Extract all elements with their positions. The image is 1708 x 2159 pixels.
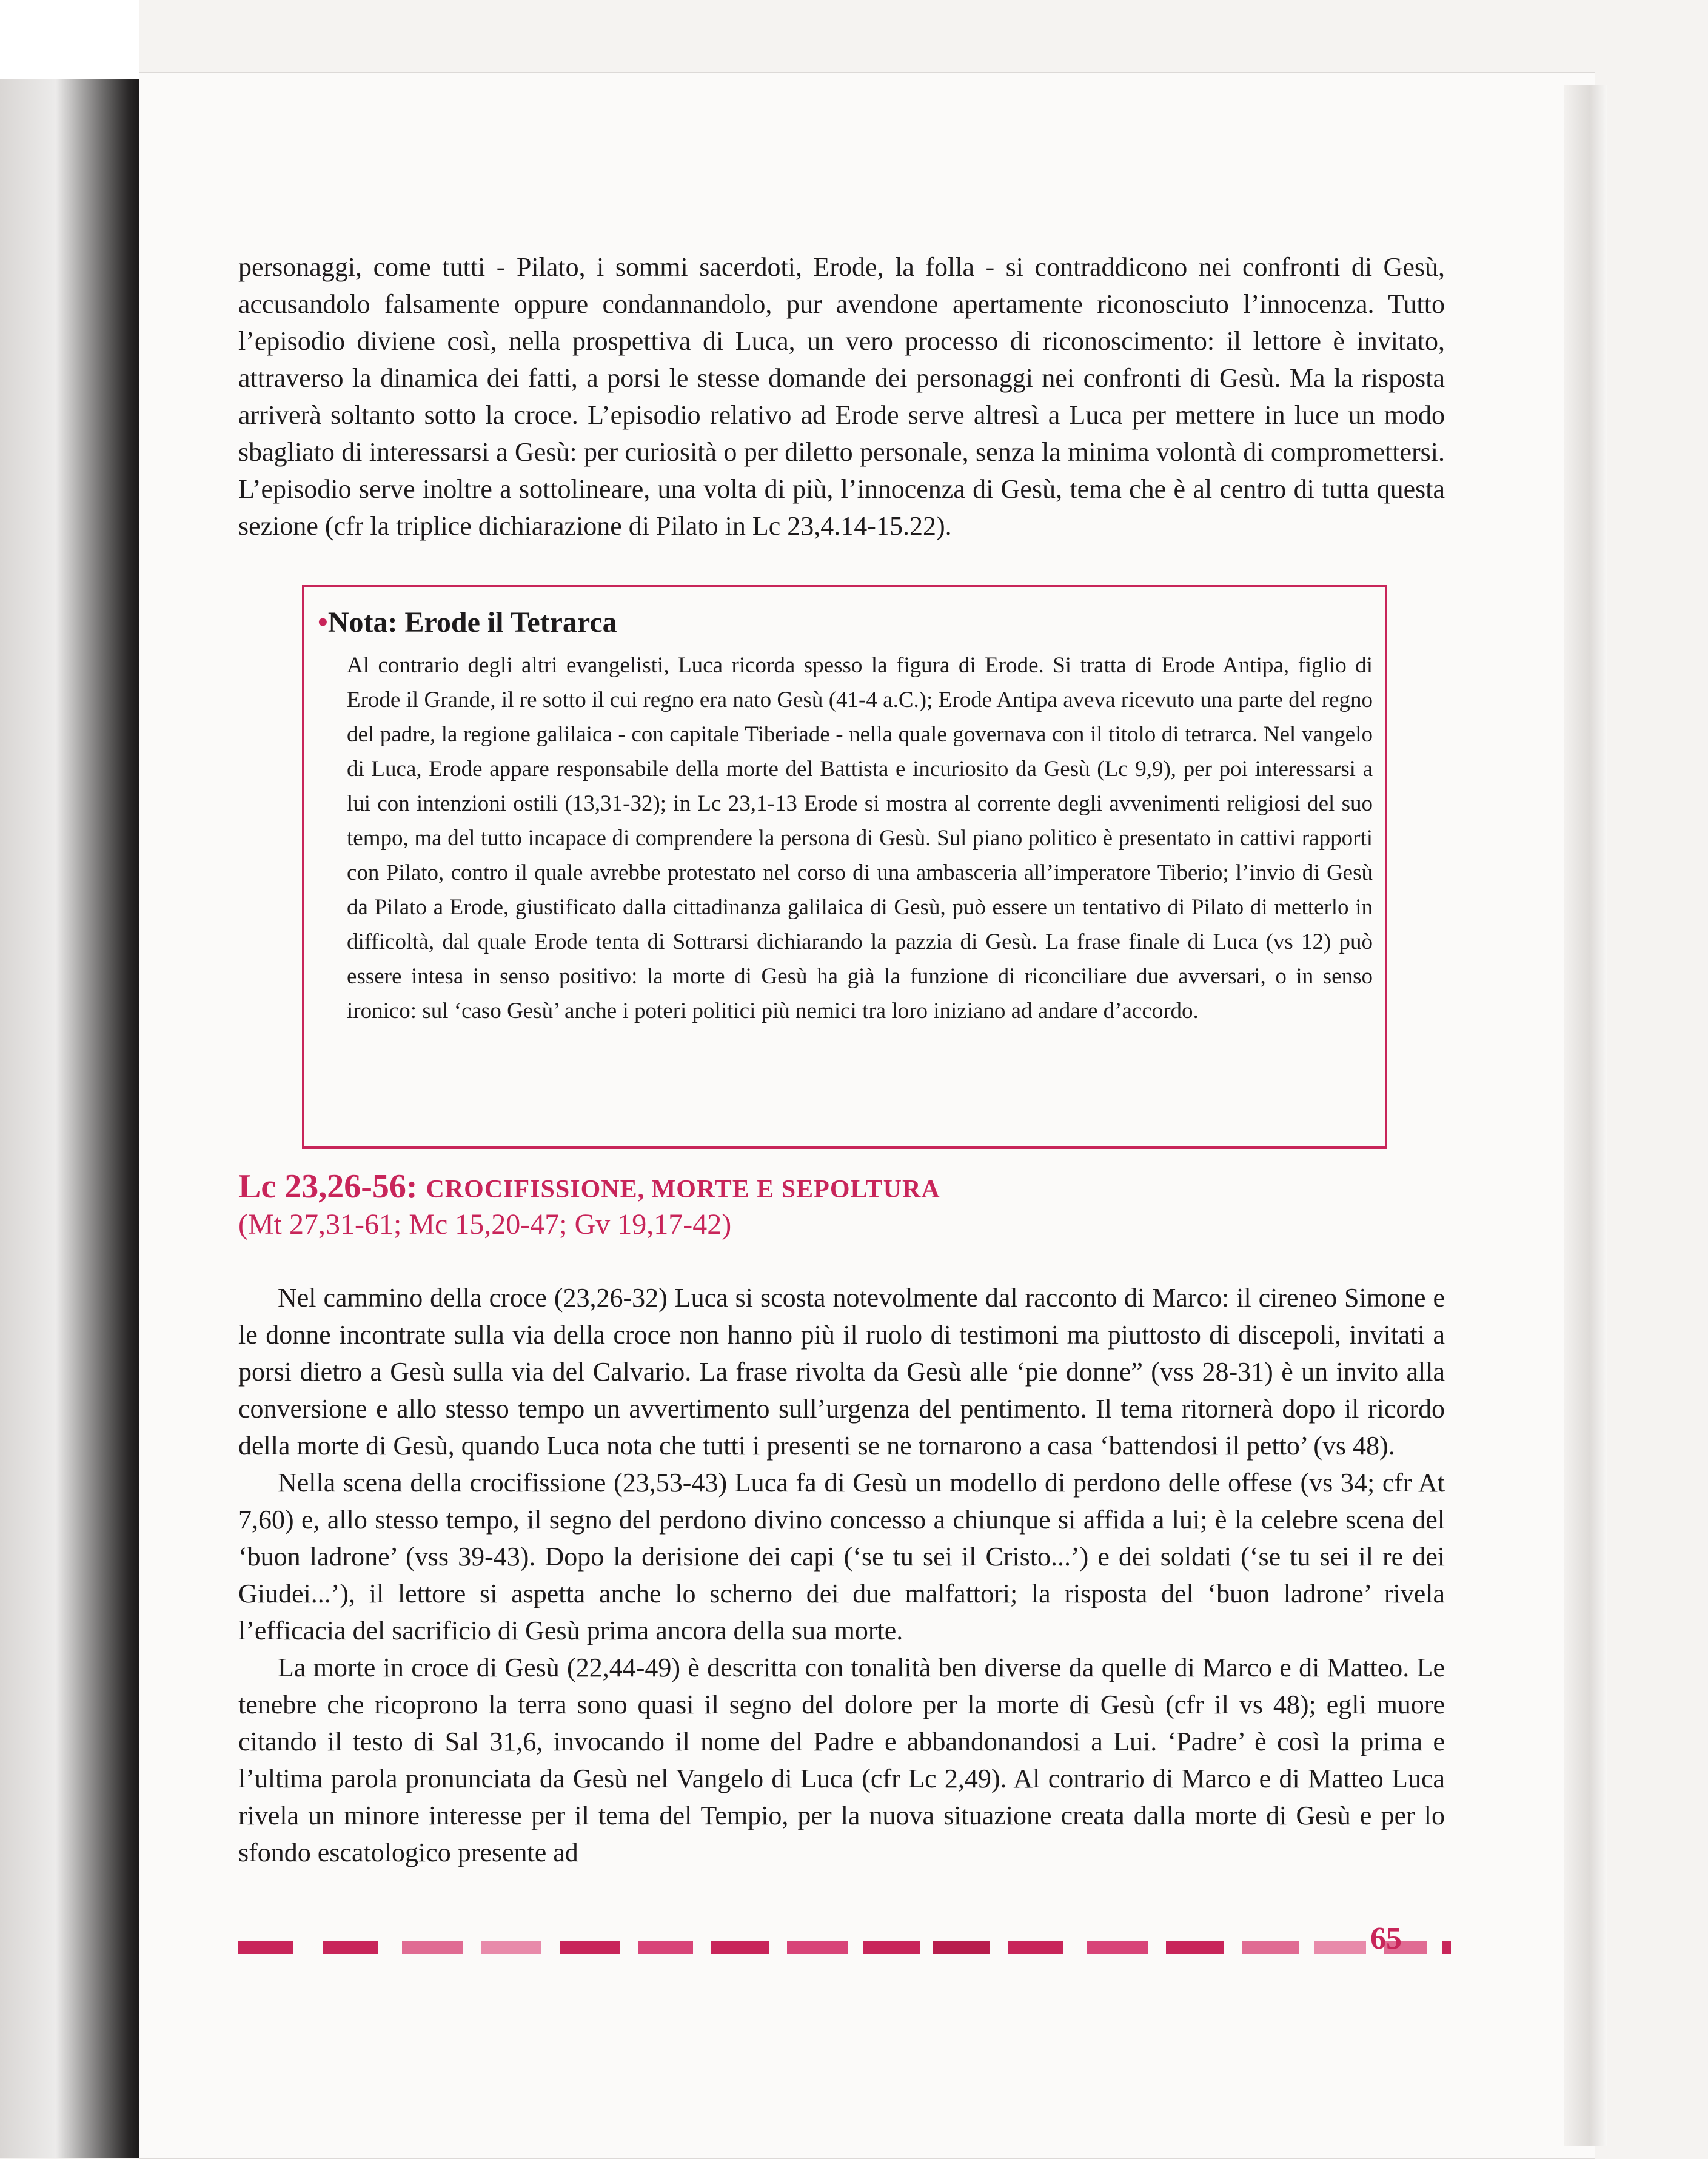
footer-bar bbox=[1008, 1941, 1063, 1954]
footer-bar bbox=[933, 1941, 990, 1954]
book-spine bbox=[0, 79, 139, 2158]
footer-bar bbox=[638, 1941, 693, 1954]
footer-bar bbox=[1442, 1941, 1451, 1954]
footer-bar bbox=[787, 1941, 848, 1954]
page-margin-top bbox=[0, 0, 139, 79]
note-title-text: Nota: Erode il Tetrarca bbox=[327, 606, 617, 638]
intro-section bbox=[238, 249, 1445, 544]
footer-bar bbox=[481, 1941, 541, 1954]
section-heading: CROCIFISSIONE, MORTE E SEPOLTURA bbox=[426, 1176, 940, 1203]
section-ref: Lc 23,26-56: bbox=[238, 1168, 418, 1205]
body-paragraph: Nel cammino della croce (23,26-32) Luca si scosta notevolmente dal racconto di Marco: il cireneo Simone e le donne incontrate sulla via della croce non hanno più il ruolo di testimoni ma piuttosto di discepoli, invitati a porsi dietro a Gesù sulla via del Calvario. La frase rivolta da Gesù alle ‘pie donne” (vss 28-31) è un invito alla conversione e allo stesso tempo un avvertimento sull’urgenza del pentimento. Il tema ritornerà dopo il ricordo della morte di Gesù, quando Luca nota che tutti i presenti se ne tornarono a casa ‘battendosi il petto’ (vs 48). bbox=[238, 1283, 1445, 1461]
footer-decoration bbox=[238, 1941, 1457, 1956]
page-edge bbox=[1564, 85, 1607, 2146]
note-box bbox=[302, 585, 1387, 1149]
body-section bbox=[238, 1279, 1445, 1871]
note-body: Al contrario degli altri evangelisti, Luca ricorda spesso la figura di Erode. Si tratta di Erode Antipa, figlio di Erode il Grande, il re sotto il cui regno era nato Gesù (41-4 a.C.); Erode Antipa aveva ricevuto una parte del regno del padre, la regione galilaica - con capitale Tiberiade - nella quale governava con il titolo di tetrarca. Nel vangelo di Luca, Erode appare responsabile della morte del Battista e incuriosito da Gesù (Lc 9,9), per poi interessarsi a lui con intenzioni ostili (13,31-32); in Lc 23,1-13 Erode si mostra al corrente degli avvenimenti religiosi del suo tempo, ma del tutto incapace di comprendere la persona di Gesù. Sul piano politico è presentato in cattivi rapporti con Pilato, contro il quale avrebbe protestato nel corso di una ambasceria all’imperatore Tiberio; l’invio di Gesù da Pilato a Erode, giustificato dalla cittadinanza galilaica di Gesù, può essere un tentativo di Pilato di metterlo in difficoltà, dal quale Erode tenta di Sottrarsi dichiarando la pazzia di Gesù. La frase finale di Luca (vs 12) può essere intesa in senso positivo: la morte di Gesù ha già la funzione di riconciliare due avversari, o in senso ironico: sul ‘caso Gesù’ anche i poteri politici più nemici tra loro iniziano ad andare d’accordo. bbox=[347, 653, 1373, 1023]
body-paragraph: Nella scena della crocifissione (23,53-43) Luca fa di Gesù un modello di perdono delle offese (vs 34; cfr At 7,60) e, allo stesso tempo, il segno del perdono divino concesso a chiunque si affida a lui; è la celebre scena del ‘buon ladrone’ (vss 39-43). Dopo la derisione dei capi (‘se tu sei il Cristo...’) e dei soldati (‘se tu sei il re dei Giudei...’), il lettore si aspetta anche lo scherno dei due malfattori; la risposta del ‘buon ladrone’ rivela l’efficacia del sacrificio di Gesù prima ancora della sua morte. bbox=[238, 1468, 1445, 1645]
footer-bar bbox=[1087, 1941, 1148, 1954]
footer-bar bbox=[560, 1941, 620, 1954]
body-paragraph: La morte in croce di Gesù (22,44-49) è descritta con tonalità ben diverse da quelle di Marco e di Matteo. Le tenebre che ricoprono la terra sono quasi il segno del dolore per la morte di Gesù (cfr il vs 48); egli muore citando il testo di Sal 31,6, invocando il nome del Padre e abbandonandosi a Lui. ‘Padre’ è così la prima e l’ultima parola pronunciata da Gesù nel Vangelo di Luca (cfr Lc 2,49). Al contrario di Marco e di Matteo Luca rivela un minore interesse per il tema del Tempio, per la nuova situazione creata dalla morte di Gesù e per lo sfondo escatologico presente ad bbox=[238, 1653, 1445, 1867]
footer-bar bbox=[1314, 1941, 1366, 1954]
footer-bar bbox=[1242, 1941, 1299, 1954]
footer-bar bbox=[863, 1941, 920, 1954]
intro-paragraph: personaggi, come tutti - Pilato, i sommi sacerdoti, Erode, la folla - si contraddicono nei confronti di Gesù, accusandolo falsamente oppure condannandolo, pur avendone apertamente riconosciuto l’innocenza. Tutto l’episodio diviene così, nella prospettiva di Luca, un vero processo di riconoscimento: il lettore è invitato, attraverso la dinamica dei fatti, a porsi le stesse domande dei personaggi nei confronti di Gesù. Ma la risposta arriverà soltanto sotto la croce. L’episodio relativo ad Erode serve altresì a Luca per mettere in luce un modo sbagliato di interessarsi a Gesù: per curiosità o per diletto personale, senza la minima volontà di compromettersi. L’episodio serve inoltre a sottolineare, una volta di più, l’innocenza di Gesù, tema che è al centro di tutta questa sezione (cfr la triplice dichiarazione di Pilato in Lc 23,4.14-15.22). bbox=[238, 252, 1445, 541]
page-number: 65 bbox=[1370, 1921, 1402, 1956]
footer-bar bbox=[238, 1941, 293, 1954]
footer-bar bbox=[711, 1941, 769, 1954]
section-title bbox=[238, 1167, 940, 1206]
note-title bbox=[318, 606, 617, 639]
footer-bar bbox=[402, 1941, 463, 1954]
footer-bar bbox=[323, 1941, 378, 1954]
footer-bar bbox=[1166, 1941, 1224, 1954]
section-parallels: (Mt 27,31-61; Mc 15,20-47; Gv 19,17-42) bbox=[238, 1208, 732, 1240]
note-bullet: • bbox=[318, 606, 328, 638]
